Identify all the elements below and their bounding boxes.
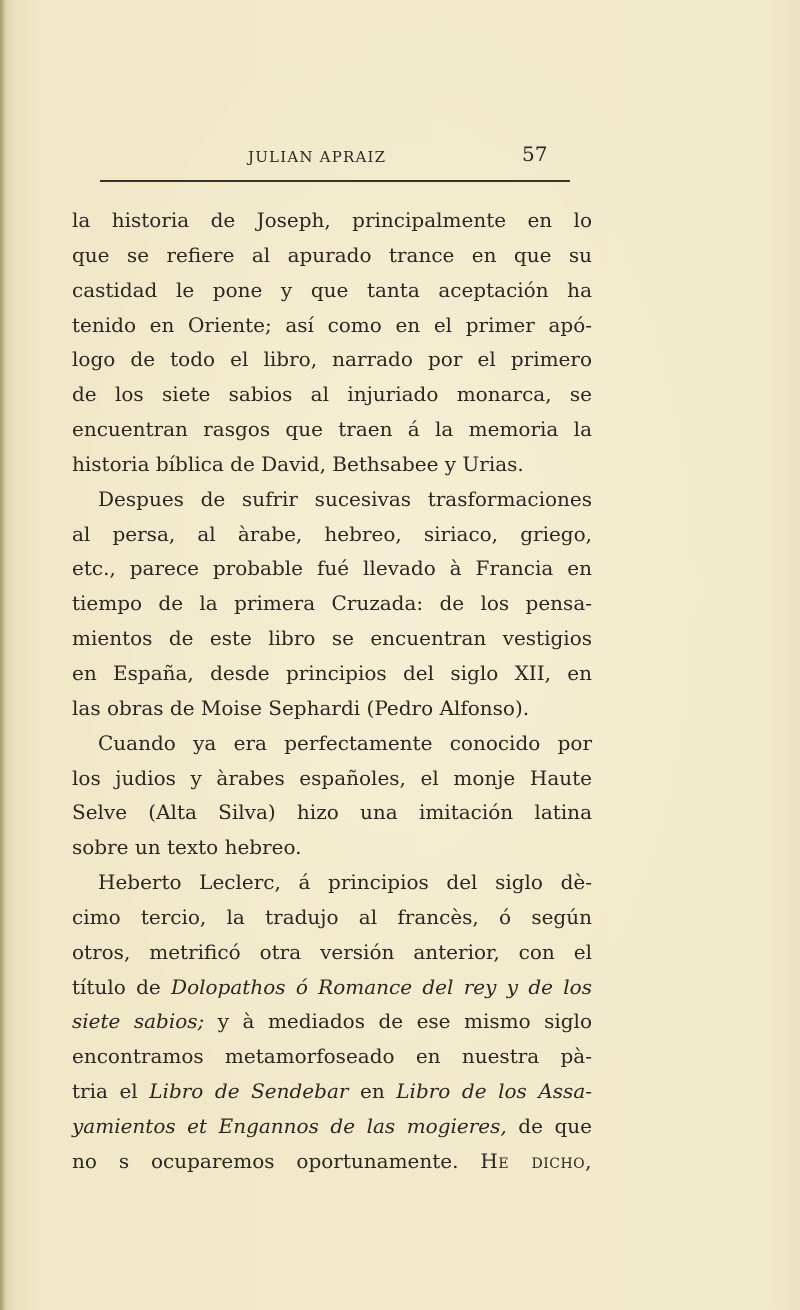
text-line: mientos de este libro se encuentran vestigios	[72, 626, 592, 651]
book-spine-shadow	[0, 0, 6, 1310]
text-line: Despues de sufrir sucesivas trasformaciones	[98, 486, 592, 511]
text-span: y à mediados de ese mismo siglo	[204, 1009, 592, 1034]
text-line: historia bíblica de David, Bethsabee y Urias.	[72, 451, 524, 476]
page-header	[70, 140, 570, 180]
text-span: no s ocuparemos oportunamente.	[72, 1148, 481, 1173]
body-text	[72, 203, 592, 1179]
text-line	[72, 1109, 592, 1144]
text-line: encuentran rasgos que traen á la memoria la	[72, 417, 592, 442]
text-line: que se refiere al apurado trance en que su	[72, 242, 592, 267]
text-line: castidad le pone y que tanta aceptación ha	[72, 277, 592, 302]
text-span: de que	[506, 1113, 593, 1138]
text-line: encontramos metamorfoseado en nuestra pà-	[72, 1044, 592, 1069]
text-line: Cuando ya era perfectamente conocido por	[98, 730, 592, 755]
text-line: en España, desde principios del siglo XII, en	[72, 660, 592, 685]
italic-title: Libro de Sendebar	[149, 1079, 349, 1104]
text-line: tenido en Oriente; así como en el primer apó-	[72, 312, 592, 337]
text-line: los judios y àrabes españoles, el monje Haute	[72, 765, 592, 790]
text-line: tiempo de la primera Cruzada: de los pensa-	[72, 591, 592, 616]
catchword: He dicho,	[480, 1148, 593, 1173]
text-line	[72, 1144, 592, 1179]
text-line	[72, 970, 592, 1005]
text-line: sobre un texto hebreo.	[72, 835, 302, 860]
italic-title: yamientos et Engannos de las mogieres,	[72, 1113, 507, 1138]
text-line: logo de todo el libro, narrado por el primero	[72, 347, 592, 372]
header-rule	[100, 180, 570, 182]
text-line: etc., parece probable fué llevado à Francia en	[72, 556, 592, 581]
text-line: las obras de Moise Sephardi (Pedro Alfonso).	[72, 695, 530, 720]
text-line	[72, 1074, 592, 1109]
text-line: al persa, al àrabe, hebreo, siriaco, griego,	[72, 521, 592, 546]
text-line: Heberto Leclerc, á principios del siglo dè-	[98, 870, 592, 895]
italic-title: Dolopathos ó Romance del rey y de los	[171, 974, 592, 999]
text-line: la historia de Joseph, principalmente en lo	[72, 208, 592, 232]
text-span: en	[348, 1079, 397, 1104]
italic-title: siete sabios;	[72, 1009, 205, 1034]
text-line: otros, metrificó otra versión anterior, con el	[72, 939, 592, 964]
text-line: de los siete sabios al injuriado monarca, se	[72, 382, 592, 407]
text-line	[72, 1004, 592, 1039]
text-span: tria el	[72, 1079, 150, 1104]
italic-title: Libro de los Assa-	[396, 1079, 592, 1104]
text-line: cimo tercio, la tradujo al francès, ó según	[72, 904, 592, 929]
page-number: 57	[522, 142, 548, 166]
text-span: título de	[72, 974, 172, 999]
text-line: Selve (Alta Silva) hizo una imitación latina	[72, 800, 592, 825]
running-head: JULIAN APRAIZ	[248, 148, 387, 166]
